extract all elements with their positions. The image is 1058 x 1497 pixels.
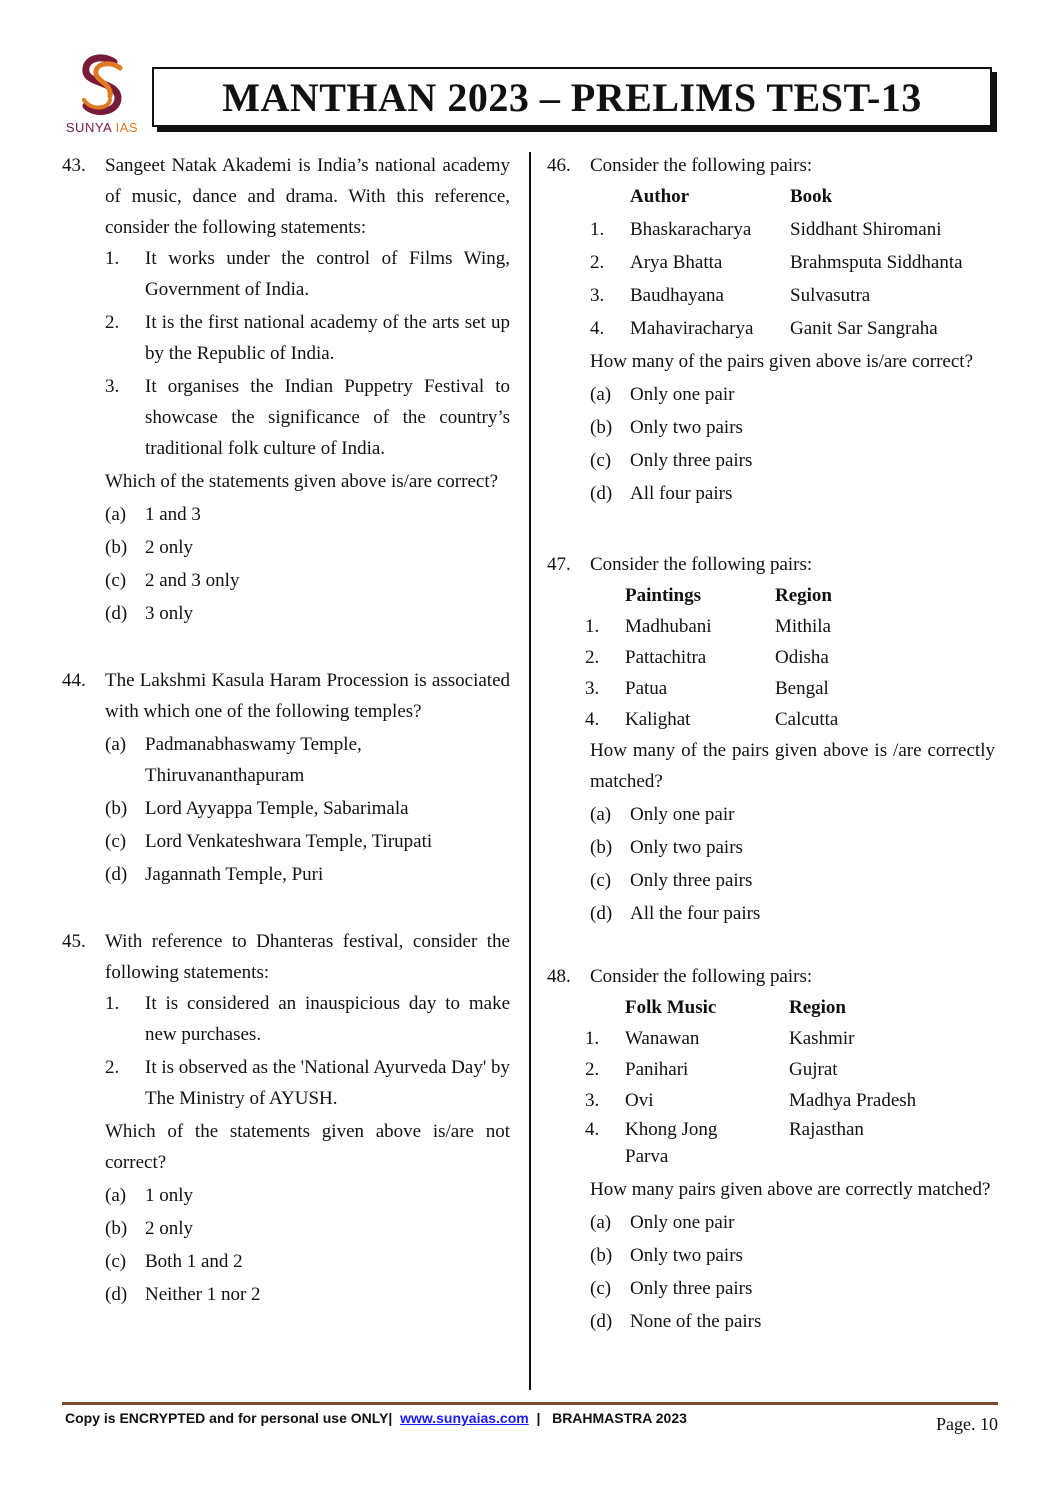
pairs-header: Author Book xyxy=(630,186,833,207)
statement: 2. It is observed as the 'National Ayurveda Day' by The Ministry of AYUSH. xyxy=(105,1057,510,1109)
question-number: 43. xyxy=(62,155,86,176)
option-c[interactable]: (c) Only three pairs xyxy=(590,450,753,471)
question-stem: The Lakshmi Kasula Haram Procession is associated with which one of the following temples? xyxy=(105,670,510,722)
question-number: 44. xyxy=(62,670,86,691)
logo-text xyxy=(58,120,146,135)
option-c[interactable]: (c) Only three pairs xyxy=(590,1278,753,1299)
question-number: 47. xyxy=(547,554,571,575)
option-d[interactable]: (d) All four pairs xyxy=(590,483,733,504)
pair-row: 3. Baudhayana Sulvasutra xyxy=(590,285,871,306)
option-a[interactable]: (a) Padmanabhaswamy Temple, Thiruvananthapuram xyxy=(105,734,362,786)
question-46 xyxy=(547,150,995,509)
question-ask: How many of the pairs given above is /are correctly matched? xyxy=(590,740,995,792)
option-c[interactable]: (c) Both 1 and 2 xyxy=(105,1251,243,1272)
statement: 1. It works under the control of Films Wing, Government of India. xyxy=(105,248,510,300)
question-ask: How many pairs given above are correctly matched? xyxy=(590,1179,991,1200)
logo-text-accent: IAS xyxy=(115,120,139,135)
question-number: 48. xyxy=(547,966,571,987)
statement: 1. It is considered an inauspicious day to make new purchases. xyxy=(105,993,510,1045)
option-d[interactable]: (d) Jagannath Temple, Puri xyxy=(105,864,324,885)
option-b[interactable]: (b) Only two pairs xyxy=(590,1245,743,1266)
option-a[interactable]: (a) 1 only xyxy=(105,1185,194,1206)
footer-edition: BRAHMASTRA 2023 xyxy=(552,1410,687,1426)
pair-row: 3. Ovi Madhya Pradesh xyxy=(585,1090,917,1111)
question-ask: Which of the statements given above is/are not correct? xyxy=(105,1121,510,1173)
statement: 3. It organises the Indian Puppetry Festival to showcase the significance of the country’s traditional folk culture of India. xyxy=(105,376,510,459)
option-a[interactable]: (a) Only one pair xyxy=(590,804,735,825)
option-b[interactable]: (b) Lord Ayyappa Temple, Sabarimala xyxy=(105,798,409,819)
statement: 2. It is the first national academy of the arts set up by the Republic of India. xyxy=(105,312,510,364)
option-a[interactable]: (a) Only one pair xyxy=(590,384,735,405)
sunya-logo-icon xyxy=(74,52,130,118)
pair-row: 1. Bhaskaracharya Siddhant Shiromani xyxy=(590,219,942,240)
option-a[interactable]: (a) 1 and 3 xyxy=(105,504,201,525)
option-d[interactable]: (d) 3 only xyxy=(105,603,194,624)
question-43 xyxy=(62,150,510,629)
option-a[interactable]: (a) Only one pair xyxy=(590,1212,735,1233)
option-b[interactable]: (b) 2 only xyxy=(105,1218,194,1239)
pairs-header: Folk Music Region xyxy=(625,997,846,1018)
option-b[interactable]: (b) Only two pairs xyxy=(590,417,743,438)
pair-row: 4. Kalighat Calcutta xyxy=(585,709,839,730)
left-column xyxy=(62,150,510,1346)
footer-rule xyxy=(62,1402,998,1405)
question-stem: Sangeet Natak Akademi is India’s national academy of music, dance and drama. With this reference, consider the following statements: xyxy=(105,155,510,238)
option-b[interactable]: (b) Only two pairs xyxy=(590,837,743,858)
footer-separator: | xyxy=(536,1410,541,1426)
brand-logo xyxy=(58,52,146,142)
title-box xyxy=(152,67,992,127)
option-c[interactable]: (c) Lord Venkateshwara Temple, Tirupati xyxy=(105,831,433,852)
question-stem: Consider the following pairs: xyxy=(590,554,813,575)
logo-text-main: SUNYA xyxy=(65,120,112,135)
option-c[interactable]: (c) 2 and 3 only xyxy=(105,570,240,591)
option-d[interactable]: (d) Neither 1 nor 2 xyxy=(105,1284,261,1305)
question-stem: With reference to Dhanteras festival, consider the following statements: xyxy=(105,931,510,983)
option-c[interactable]: (c) Only three pairs xyxy=(590,870,753,891)
question-number: 45. xyxy=(62,931,86,952)
question-stem: Consider the following pairs: xyxy=(590,155,813,176)
question-44 xyxy=(62,665,510,890)
right-column xyxy=(547,150,995,1373)
option-d[interactable]: (d) None of the pairs xyxy=(590,1311,762,1332)
pair-row: 1. Madhubani Mithila xyxy=(585,616,831,637)
question-ask: Which of the statements given above is/are correct? xyxy=(105,471,499,492)
pair-row: 3. Patua Bengal xyxy=(585,678,829,699)
option-d[interactable]: (d) All the four pairs xyxy=(590,903,761,924)
footer-copy-notice: Copy is ENCRYPTED and for personal use ONLY| xyxy=(65,1410,393,1426)
question-number: 46. xyxy=(547,155,571,176)
pair-row: 4. Khong Jong Parva Rajasthan xyxy=(585,1119,864,1167)
question-ask: How many of the pairs given above is/are correct? xyxy=(590,351,974,372)
pair-row: 1. Wanawan Kashmir xyxy=(585,1028,855,1049)
pair-row: 2. Arya Bhatta Brahmsputa Siddhanta xyxy=(590,252,963,273)
pair-row: 4. Mahaviracharya Ganit Sar Sangraha xyxy=(590,318,938,339)
question-45 xyxy=(62,926,510,1310)
page-number: Page. 10 xyxy=(936,1414,998,1434)
pair-row: 2. Panihari Gujrat xyxy=(585,1059,838,1080)
page-title: MANTHAN 2023 – PRELIMS TEST-13 xyxy=(222,74,922,120)
footer xyxy=(65,1410,687,1426)
column-divider xyxy=(529,152,531,1390)
question-47 xyxy=(547,549,995,929)
pairs-header: Paintings Region xyxy=(625,585,832,606)
option-b[interactable]: (b) 2 only xyxy=(105,537,194,558)
footer-website-link[interactable]: www.sunyaias.com xyxy=(400,1410,529,1426)
pair-row: 2. Pattachitra Odisha xyxy=(585,647,829,668)
question-48 xyxy=(547,961,995,1337)
question-stem: Consider the following pairs: xyxy=(590,966,813,987)
